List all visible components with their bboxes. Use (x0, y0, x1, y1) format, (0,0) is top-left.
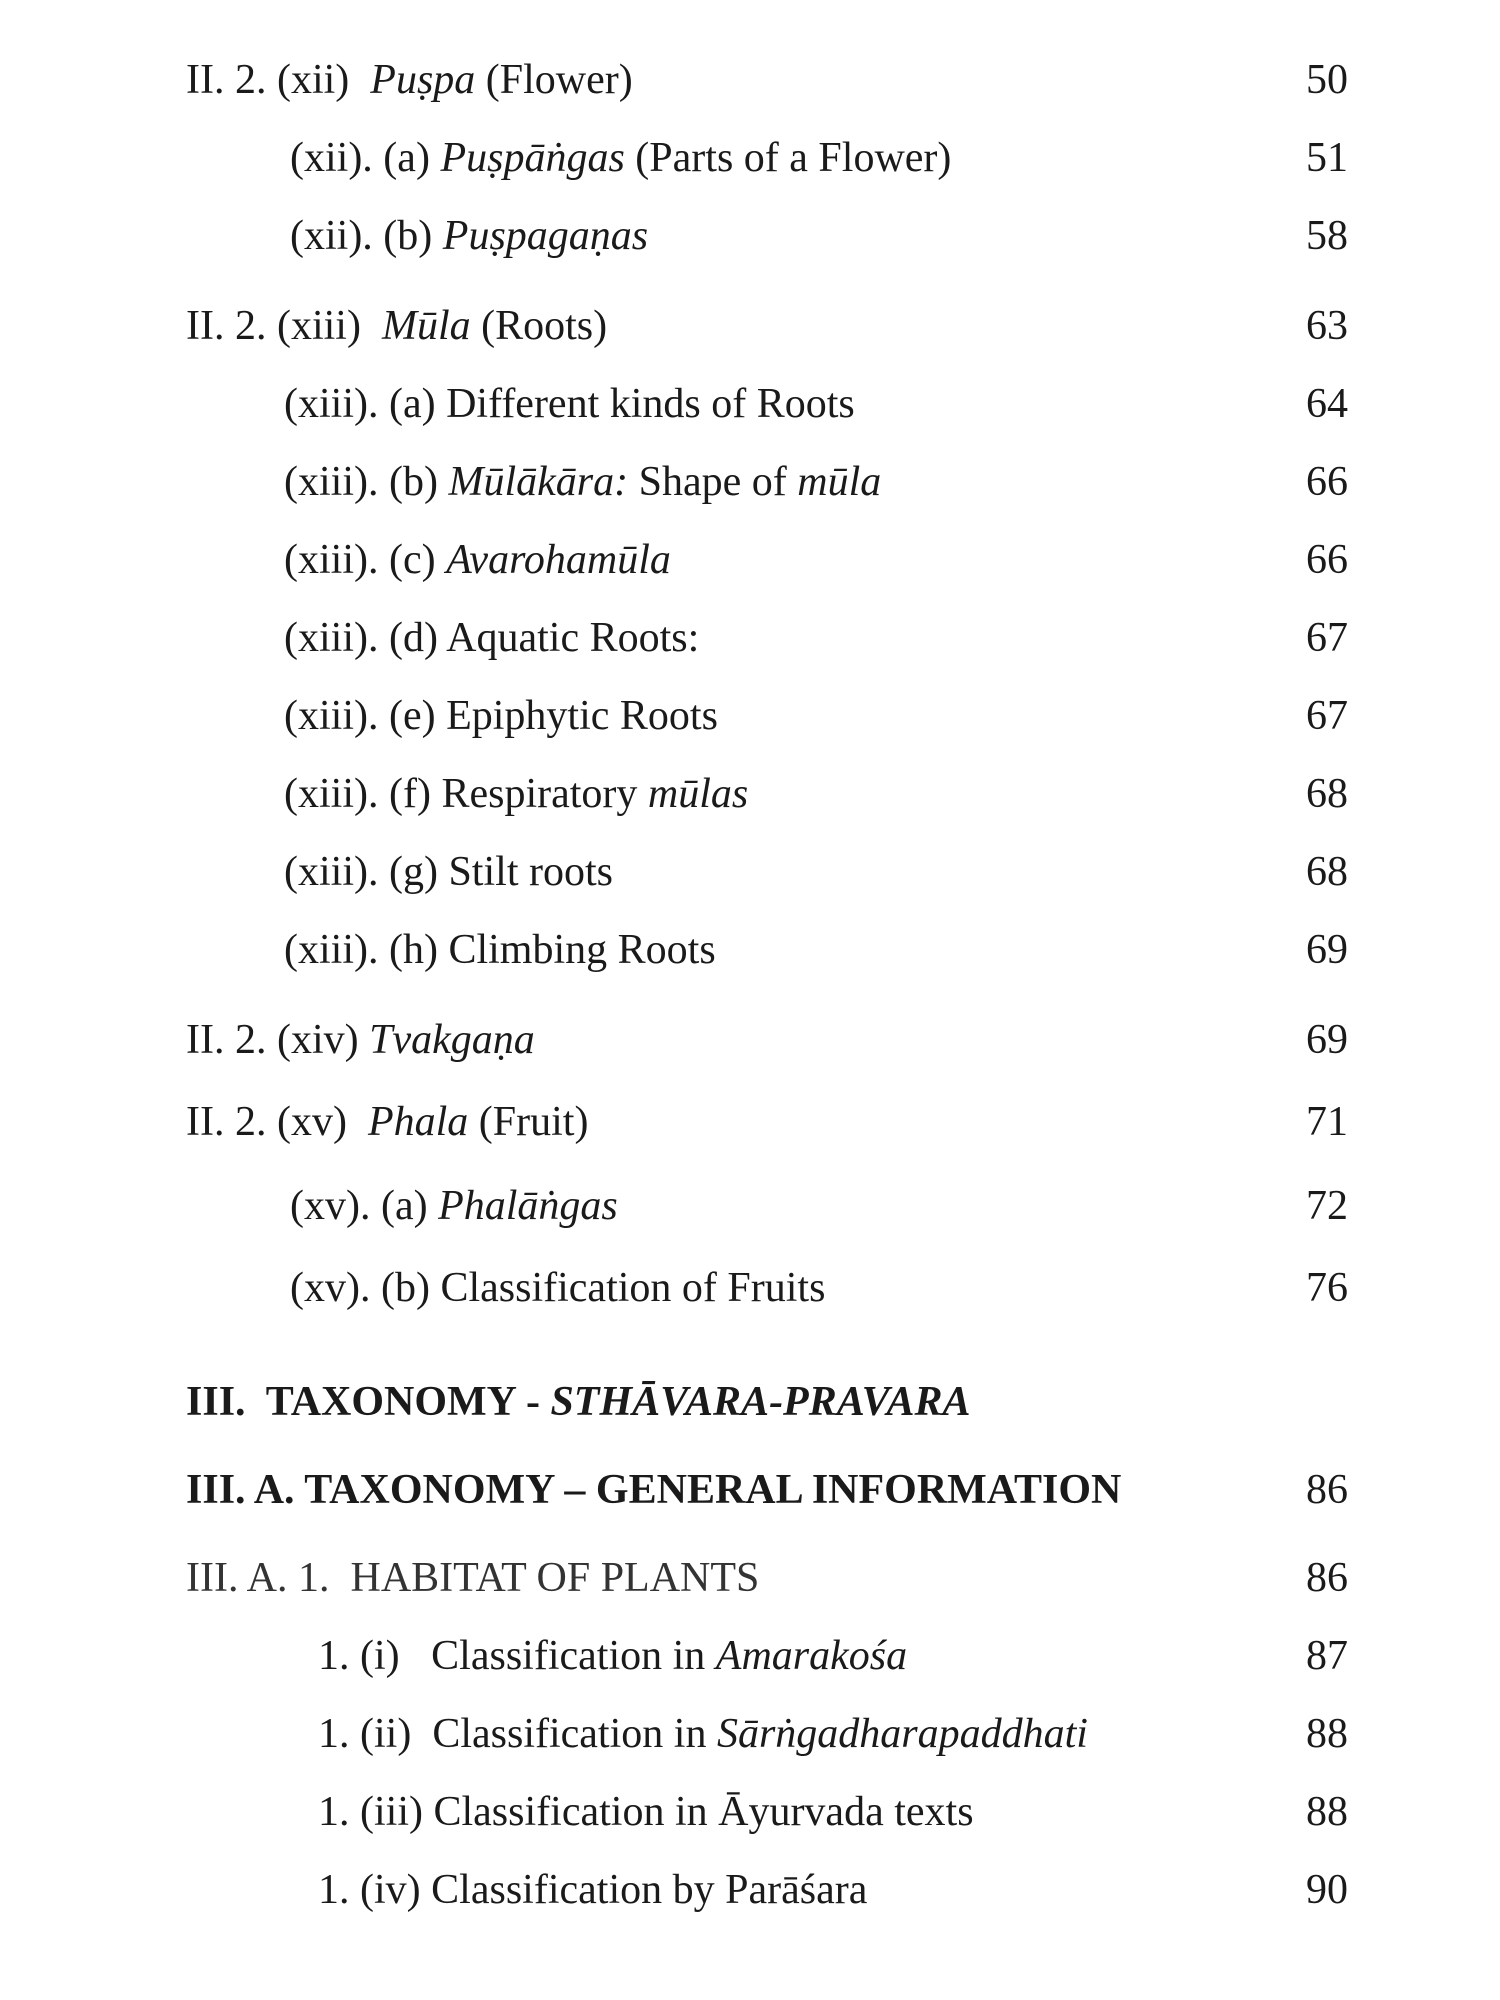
entry-title: HABITAT OF PLANTS (350, 1555, 760, 1601)
toc-entry-label (290, 128, 951, 188)
entry-title: (Parts of a Flower) (624, 135, 952, 181)
toc-entry (0, 1010, 1500, 1070)
section-heading-label: III. A. TAXONOMY – GENERAL INFORMATION (186, 1467, 1122, 1513)
toc-entry-label (186, 1010, 535, 1070)
entry-title-italic: Tvakgaṇa (369, 1017, 535, 1063)
entry-number: (xiii). (e) (284, 693, 436, 739)
entry-number: 1. (iii) (318, 1789, 423, 1835)
toc-entry (0, 530, 1500, 590)
entry-number: (xiii). (h) (284, 927, 438, 973)
entry-number: 1. (ii) (318, 1711, 412, 1757)
entry-title: Classification in (431, 1633, 716, 1679)
entry-number: (xiii). (g) (284, 849, 438, 895)
toc-entry (0, 764, 1500, 824)
entry-page-number: 51 (1306, 135, 1348, 181)
toc-entry (0, 920, 1500, 980)
toc-entry (0, 686, 1500, 746)
entry-number: (xii). (a) (290, 135, 430, 181)
entry-page-number: 71 (1306, 1099, 1348, 1145)
toc-entry-label (284, 764, 748, 824)
entry-title: Shape of (628, 459, 798, 505)
entry-title: Classification by Parāśara (431, 1867, 868, 1913)
entry-title: Climbing Roots (448, 927, 716, 973)
toc-entry (0, 1860, 1500, 1920)
entry-page-number: 87 (1306, 1633, 1348, 1679)
subsection-heading (0, 1548, 1500, 1608)
section-heading-label (186, 1372, 971, 1432)
section-title-italic: STHĀVARA-PRAVARA (550, 1379, 971, 1425)
toc-entry-label (186, 50, 633, 110)
entry-title: (Flower) (475, 57, 633, 103)
entry-page-number: 88 (1306, 1711, 1348, 1757)
entry-number: 1. (iv) (318, 1867, 421, 1913)
toc-entry (0, 206, 1500, 266)
entry-title: Classification in Āyurvada texts (433, 1789, 974, 1835)
entry-title-italic: Puṣpa (370, 57, 476, 103)
entry-page-number: 66 (1306, 537, 1348, 583)
toc-entry (0, 452, 1500, 512)
entry-number: (xiii). (a) (284, 381, 436, 427)
entry-title: (Roots) (470, 303, 608, 349)
toc-entry (0, 374, 1500, 434)
entry-number: II. 2. (xii) (186, 57, 350, 103)
entry-page-number: 69 (1306, 927, 1348, 973)
entry-number: (xiii). (f) (284, 771, 431, 817)
toc-entry-label (284, 530, 671, 590)
toc-entry (0, 1626, 1500, 1686)
entry-page-number: 88 (1306, 1789, 1348, 1835)
subsection-heading-label (186, 1548, 759, 1608)
entry-number: II. 2. (xiv) (186, 1017, 359, 1063)
entry-title-italic: Sārṅgadharapaddhati (716, 1711, 1088, 1757)
entry-page-number: 68 (1306, 849, 1348, 895)
section-heading (0, 1372, 1500, 1432)
entry-title-italic: Phala (367, 1099, 469, 1145)
toc-entry-label (318, 1782, 974, 1842)
toc-entry (0, 128, 1500, 188)
entry-title: Classification of Fruits (440, 1265, 826, 1311)
entry-page-number: 63 (1306, 303, 1348, 349)
entry-number: (xv). (b) (290, 1265, 430, 1311)
toc-entry-label (284, 686, 718, 746)
entry-number: II. 2. (xiii) (186, 303, 361, 349)
toc-entry-label (186, 296, 607, 356)
entry-title: Respiratory (441, 771, 648, 817)
entry-title-italic: Phalāṅgas (438, 1183, 618, 1229)
entry-page-number: 66 (1306, 459, 1348, 505)
entry-page-number: 67 (1306, 615, 1348, 661)
entry-title-italic: Mūlākāra: (448, 459, 629, 505)
toc-entry-label (284, 608, 699, 668)
toc-entry (0, 608, 1500, 668)
entry-title: Different kinds of Roots (446, 381, 855, 427)
entry-number: 1. (i) (318, 1633, 400, 1679)
entry-title-italic: Avarohamūla (446, 537, 671, 583)
toc-entry-label (318, 1860, 867, 1920)
entry-title: (Fruit) (468, 1099, 589, 1145)
entry-page-number: 58 (1306, 213, 1348, 259)
section-number: III. (186, 1379, 246, 1425)
entry-title: Classification in (432, 1711, 717, 1757)
entry-page-number: 72 (1306, 1183, 1348, 1229)
entry-page-number: 86 (1306, 1555, 1348, 1601)
entry-page-number: 86 (1306, 1467, 1348, 1513)
entry-title: Aquatic Roots: (446, 615, 700, 661)
toc-entry-label (284, 842, 613, 902)
toc-entry-label (284, 374, 855, 434)
entry-page-number: 69 (1306, 1017, 1348, 1063)
toc-entry (0, 50, 1500, 110)
entry-title-italic: mūla (797, 459, 882, 505)
toc-entry-label (290, 1176, 618, 1236)
entry-page-number: 68 (1306, 771, 1348, 817)
toc-entry (0, 1782, 1500, 1842)
toc-entry (0, 296, 1500, 356)
toc-entry-label (284, 920, 716, 980)
entry-title-italic: Puṣpagaṇas (442, 213, 649, 259)
toc-entry (0, 842, 1500, 902)
entry-title: Stilt roots (448, 849, 613, 895)
entry-number: III. A. 1. (186, 1555, 330, 1601)
entry-title-italic: Amarakośa (715, 1633, 908, 1679)
section-heading (0, 1460, 1500, 1520)
toc-entry (0, 1704, 1500, 1764)
entry-page-number: 76 (1306, 1265, 1348, 1311)
entry-number: (xiii). (b) (284, 459, 438, 505)
entry-number: (xii). (b) (290, 213, 433, 259)
toc-entry-label (290, 1258, 825, 1318)
toc-entry (0, 1176, 1500, 1236)
entry-number: (xv). (a) (290, 1183, 428, 1229)
toc-entry-label (318, 1626, 907, 1686)
entry-page-number: 90 (1306, 1867, 1348, 1913)
toc-entry-label (186, 1092, 588, 1152)
entry-page-number: 64 (1306, 381, 1348, 427)
entry-number: (xiii). (d) (284, 615, 438, 661)
entry-title: Epiphytic Roots (446, 693, 718, 739)
entry-page-number: 50 (1306, 57, 1348, 103)
toc-entry (0, 1092, 1500, 1152)
toc-entry-label (284, 452, 881, 512)
toc-entry (0, 1258, 1500, 1318)
entry-page-number: 67 (1306, 693, 1348, 739)
entry-title-italic: Mūla (381, 303, 471, 349)
entry-number: II. 2. (xv) (186, 1099, 347, 1145)
entry-number: (xiii). (c) (284, 537, 436, 583)
toc-entry-label (318, 1704, 1088, 1764)
entry-title-italic: mūlas (647, 771, 749, 817)
section-title: TAXONOMY - (265, 1379, 551, 1425)
entry-title-italic: Puṣpāṅgas (440, 135, 625, 181)
toc-entry-label (290, 206, 648, 266)
